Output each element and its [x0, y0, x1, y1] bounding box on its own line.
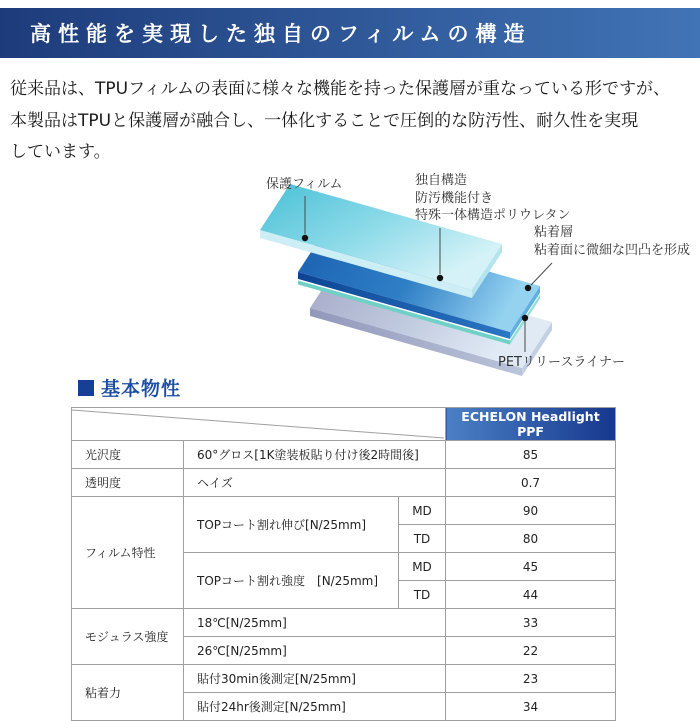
cell-test-adhesion-24hr: 貼付24hr後測定[N/25mm]	[184, 693, 446, 721]
label-unique-structure-line2: 防汚機能付き	[415, 190, 494, 206]
table-row	[72, 609, 616, 637]
intro-line-1: 従来品は、TPUフィルムの表面に様々な機能を持った保護層が重なっている形ですが、	[10, 79, 671, 99]
cell-test-haze: ヘイズ	[184, 469, 446, 497]
cell-test-strength: TOPコート割れ強度 [N/25mm]	[184, 553, 399, 609]
cell-value-strength-md: 45	[446, 553, 616, 581]
label-pet-liner: PETリリースライナー	[498, 355, 625, 370]
cell-value-elongation-td: 80	[446, 525, 616, 553]
cell-value-haze: 0.7	[446, 469, 616, 497]
header-band	[0, 8, 700, 58]
section-title-text: 基本物性	[101, 378, 182, 400]
diagonal-line	[72, 410, 444, 438]
table-header-product: ECHELON Headlight PPF	[446, 408, 616, 441]
cell-direction-md: MD	[399, 553, 446, 581]
cell-test-adhesion-30min: 貼付30min後測定[N/25mm]	[184, 665, 446, 693]
cell-test-gloss: 60°グロス[1K塗装板貼り付け後2時間後]	[184, 441, 446, 469]
cell-value-elongation-md: 90	[446, 497, 616, 525]
intro-line-3: しています。	[10, 142, 111, 162]
label-adhesive-line1: 粘着層	[534, 225, 574, 240]
section-title	[78, 374, 181, 401]
basic-properties-table	[71, 407, 616, 721]
table-row	[72, 441, 616, 469]
cell-value-modulus-26: 22	[446, 637, 616, 665]
cell-value-strength-td: 44	[446, 581, 616, 609]
table-row	[72, 469, 616, 497]
table-row	[72, 497, 616, 525]
intro-paragraph	[10, 74, 694, 169]
cell-category-transparency: 透明度	[72, 469, 184, 497]
table-header-empty-cell	[72, 408, 446, 441]
label-unique-structure-line1: 独自構造	[415, 173, 468, 188]
cell-test-modulus-18: 18℃[N/25mm]	[184, 609, 446, 637]
cell-test-elongation: TOPコート割れ伸び[N/25mm]	[184, 497, 399, 553]
intro-line-2: 本製品はTPUと保護層が融合し、一体化することで圧倒的な防汚性、耐久性を実現	[10, 110, 639, 131]
cell-category-modulus: モジュラス強度	[72, 609, 184, 665]
cell-value-modulus-18: 33	[446, 609, 616, 637]
table-header-row	[72, 408, 616, 441]
label-unique-structure-line3: 特殊一体構造ポリウレタン	[415, 208, 571, 223]
cell-value-adhesion-24hr: 34	[446, 693, 616, 721]
cell-test-modulus-26: 26℃[N/25mm]	[184, 637, 446, 665]
label-adhesive-layer	[534, 224, 690, 259]
page-title: 高性能を実現した独自のフィルムの構造	[30, 21, 532, 46]
cell-category-film-properties: フィルム特性	[72, 497, 184, 609]
cell-direction-td: TD	[399, 525, 446, 553]
label-unique-structure	[415, 172, 570, 225]
square-bullet-icon	[78, 380, 94, 396]
cell-value-adhesion-30min: 23	[446, 665, 616, 693]
label-protective-film: 保護フィルム	[266, 177, 343, 192]
cell-direction-td: TD	[399, 581, 446, 609]
cell-category-adhesion: 粘着力	[72, 665, 184, 721]
table-row	[72, 665, 616, 693]
cell-category-gloss: 光沢度	[72, 441, 184, 469]
label-adhesive-line2: 粘着面に微細な凹凸を形成	[534, 242, 691, 258]
cell-value-gloss: 85	[446, 441, 616, 469]
film-structure-diagram	[230, 170, 700, 382]
cell-direction-md: MD	[399, 497, 446, 525]
